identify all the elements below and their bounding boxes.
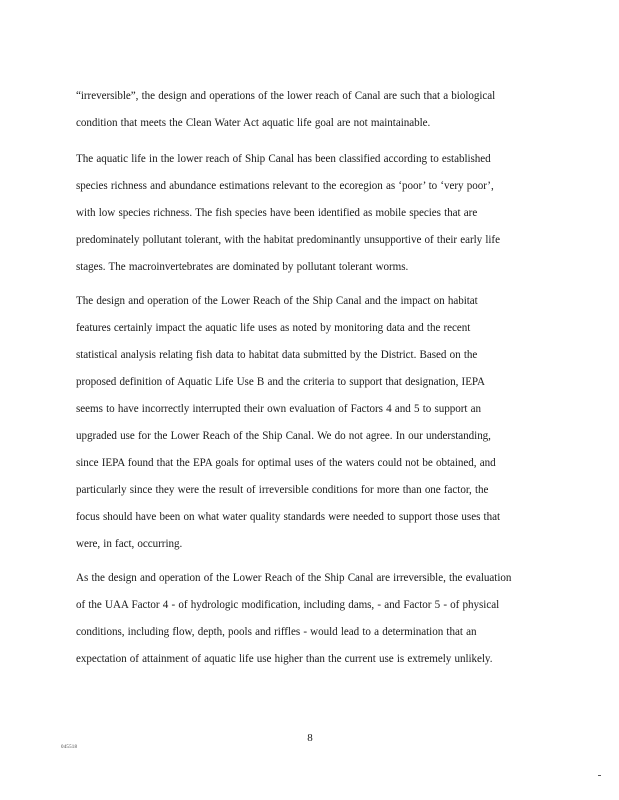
document-id: 045518 — [61, 745, 78, 750]
paragraph-1: “irreversible”, the design and operations of the lower reach of Canal are such that a biological condition that meets the Clean Water Act aquatic life goal are not maintainable. — [76, 90, 496, 129]
page-number: 8 — [307, 732, 313, 744]
paragraph-2: The aquatic life in the lower reach of Ship Canal has been classified according to established species richness and abundance estimations relevant to the ecoregion as ‘poor’ to ‘very poor’, with low species richness. The fish species have been identified as mobile species that are predominately pollutant tolerant, with the habitat predominantly unsupportive of their early life stages. The macroinvertebrates are dominated by pollutant tolerant worms. — [76, 153, 500, 273]
paragraph-3: The design and operation of the Lower Reach of the Ship Canal and the impact on habitat features certainly impact the aquatic life uses as noted by monitoring data and the recent statistical analysis relating fish data to habitat data submitted by the District. Based on the proposed definition of Aquatic Life Use B and the criteria to support that designation, IEPA seems to have incorrectly interrupted their own evaluation of Factors 4 and 5 to support an upgraded use for the Lower Reach of the Ship Canal. We do not agree. In our understanding, since IEPA found that the EPA goals for optimal uses of the waters could not be obtained, and particularly since they were the result of irreversible conditions for more than one factor, the focus should have been on what water quality standards were needed to support those uses that were, in fact, occurring. — [76, 295, 500, 550]
scan-artifact — [598, 775, 601, 776]
paragraph-4: As the design and operation of the Lower Reach of the Ship Canal are irreversible, the evaluation of the UAA Factor 4 - of hydrologic modification, including dams, - and Factor 5 - of physical conditions, including flow, depth, pools and riffles - would lead to a determination that an expectation of attainment of aquatic life use higher than the current use is extremely unlikely. — [76, 572, 512, 665]
